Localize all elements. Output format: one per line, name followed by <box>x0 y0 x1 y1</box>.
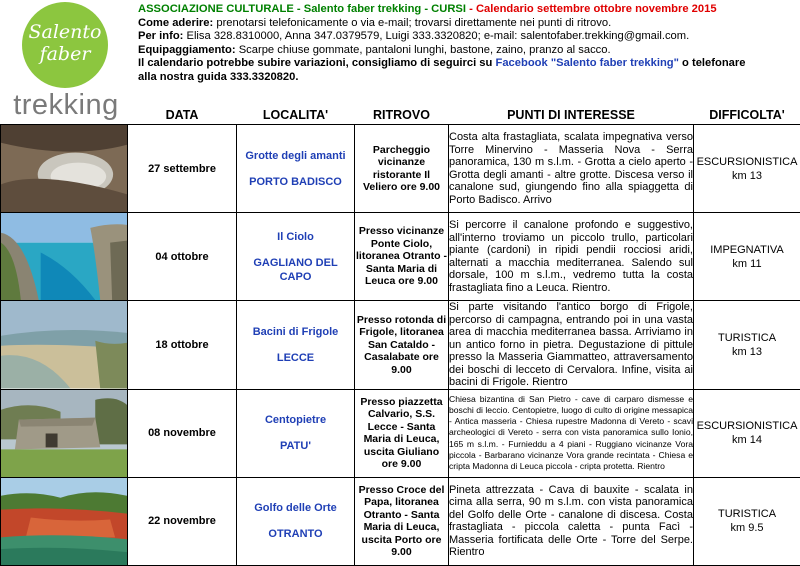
contact-info <box>138 30 798 44</box>
town-name: OTRANTO <box>268 528 323 540</box>
how-to-join-label: Come aderire: <box>138 16 214 29</box>
location-cell <box>237 301 355 390</box>
points-of-interest-cell: Si parte visitando l'antico borgo di Frigole, percorso di campagna, entrando poi in una vasta area di macchia mediterranea bassa. Arriviamo in un antico forno in pietra. Degustazione di pittule presso la Masseria Giammatteo, attraversamento dei boschi di lecceto di Cervalora. Infine, visita ai bacini di Frigole. Rientro <box>449 301 693 388</box>
difficulty-cell <box>694 301 800 390</box>
distance-km: km 9.5 <box>730 522 764 534</box>
difficulty-level: TURISTICA <box>717 508 777 520</box>
contact-info-text: Elisa 328.8310000, Anna 347.0379579, Luigi 333.3320820; e-mail: salentofaber.trekking@gmail.com. <box>183 30 690 42</box>
date-cell: 04 ottobre <box>128 213 237 301</box>
location-cell <box>237 125 355 213</box>
date-cell: 22 novembre <box>128 477 237 565</box>
difficulty-cell <box>694 125 800 213</box>
col-header-localita: LOCALITA' <box>262 108 329 122</box>
table-row <box>1 301 800 390</box>
variations-text-end: o telefonare <box>678 57 746 69</box>
logo-script-salento: Salento <box>28 21 102 43</box>
photo-cave <box>1 125 128 213</box>
guide-phone: alla nostra guida 333.3320820. <box>138 70 299 83</box>
town-name: GAGLIANO DEL CAPO <box>253 256 338 283</box>
col-header-ritrovo: RITROVO <box>373 108 430 122</box>
equipment-label: Equipaggiamento: <box>138 43 236 56</box>
meeting-point-cell: Presso vicinanze Ponte Ciolo, litoranea Otranto - Santa Maria di Leuca ore 9.00 <box>355 213 449 301</box>
col-header-data: DATA <box>165 108 199 122</box>
distance-km: km 14 <box>732 434 762 446</box>
meeting-point-cell: Presso rotonda di Frigole, litoranea San Cataldo - Casalabate ore 9.00 <box>355 301 449 390</box>
place-name: Golfo delle Orte <box>254 502 337 514</box>
date-cell: 27 settembre <box>128 125 237 213</box>
org-name: ASSOCIAZIONE CULTURALE - Salento faber trekking - CURSI <box>138 3 466 15</box>
facebook-link[interactable]: Facebook "Salento faber trekking" <box>495 57 679 69</box>
variations-text: Il calendario potrebbe subire variazioni, consigliamo di seguirci su <box>138 57 496 69</box>
difficulty-cell <box>694 389 800 477</box>
town-name: LECCE <box>276 351 315 364</box>
col-header-difficolta: DIFFICOLTA' <box>709 108 785 122</box>
photo-stone-monument <box>1 389 128 477</box>
meeting-point-cell: Parcheggio vicinanze ristorante Il Veliero ore 9.00 <box>355 125 449 213</box>
place-name: Bacini di Frigole <box>252 325 339 338</box>
calendar-title: Calendario settembre ottobre novembre 2015 <box>475 3 717 15</box>
title-separator: - <box>466 3 476 15</box>
distance-km: km 13 <box>732 169 762 182</box>
difficulty-cell <box>694 477 800 565</box>
difficulty-level: ESCURSIONISTICA <box>696 155 798 168</box>
place-name: Centopietre <box>264 414 327 426</box>
photo-header <box>1 106 128 125</box>
town-name: PORTO BADISCO <box>249 175 342 188</box>
header-title-line <box>138 3 798 17</box>
header <box>138 3 798 84</box>
table-header-row <box>1 106 800 125</box>
date-cell: 18 ottobre <box>128 301 237 390</box>
place-name: Il Ciolo <box>277 230 314 243</box>
points-of-interest-cell: Si percorre il canalone profondo e suggestivo, all'interno troviamo un piccolo trullo, particolari piante (cardoni) in ripidi pendii rocciosi aridi, alternati a macchia mediterranea. Salendo sul dorsale, 100 m s.l.m., vedremo tutta la costa frastagliata fino a Leuca. Rientro. <box>449 213 694 301</box>
variations-notice <box>138 57 798 71</box>
difficulty-level: ESCURSIONISTICA <box>696 420 798 432</box>
difficulty-level: IMPEGNATIVA <box>710 243 784 256</box>
location-cell <box>237 213 355 301</box>
photo-lagoon <box>1 301 128 390</box>
distance-km: km 13 <box>732 345 762 358</box>
distance-km: km 11 <box>732 257 762 270</box>
table-row <box>1 389 800 477</box>
photo-cove <box>1 213 128 301</box>
table-row <box>1 125 800 213</box>
town-name: PATU' <box>280 440 311 452</box>
equipment-text: Scarpe chiuse gommate, pantaloni lunghi, bastone, zaino, pranzo al sacco. <box>235 43 611 56</box>
points-of-interest-cell: Pineta attrezzata - Cava di bauxite - scalata in cima alla serra, 90 m s.l.m. con vista panoramica del Golfo delle Orte - canalone di discesa. Costa frastagliata - piccola caletta - punta Facì - Masseria fortificata delle Orte - Torre del Serpe. Rientro <box>449 477 694 565</box>
location-cell <box>237 389 355 477</box>
points-of-interest-cell: Chiesa bizantina di San Pietro - cave di carparo dismesse e boschi di leccio. Centopietre, luogo di culto di origine messapica - Antica masseria - Chiesa rupestre Madonna di Vereto - scavi archeologici di Vereto - serra con vista panoramica sullo Ionio, 165 m s.l.m. - Furnieddu a 4 piani - Ruggiano vicinanze Vora piccola - Barbarano vicinanze Vora grande recintata - Chiesa e cripta Madonna di Leuca piccola - cripta protetta. Rientro <box>449 389 694 477</box>
how-to-join <box>138 17 798 31</box>
photo-bauxite-quarry <box>1 477 128 565</box>
location-cell <box>237 477 355 565</box>
meeting-point-cell: Presso piazzetta Calvario, S.S. Lecce - Santa Maria di Leuca, uscita Giuliano ore 9.00 <box>355 389 449 477</box>
equipment <box>138 44 798 58</box>
table-row <box>1 477 800 565</box>
difficulty-cell <box>694 213 800 301</box>
how-to-join-text: prenotarsi telefonicamente o via e-mail; trovarsi direttamente nei punti di ritrovo. <box>213 16 612 29</box>
date-cell: 08 novembre <box>128 389 237 477</box>
meeting-point-cell: Presso Croce del Papa, litoranea Otranto - Santa Maria di Leuca, uscita Porto ore 9.00 <box>355 477 449 565</box>
calendar-table <box>0 106 800 566</box>
logo-script-faber: faber <box>39 43 91 65</box>
difficulty-level: TURISTICA <box>717 331 777 344</box>
table-row <box>1 213 800 301</box>
col-header-punti: PUNTI DI INTERESSE <box>507 108 635 122</box>
logo-word-trekking: trekking <box>13 89 119 121</box>
contact-info-label: Per info: <box>138 30 184 42</box>
points-of-interest-cell: Costa alta frastagliata, scalata impegnativa verso Torre Minervino - Masseria Nova - Serra panoramica, 130 m s.l.m. - Grotta a cielo aperto - Grotta degli amanti - altre grotte. Discesa verso il canalone sud, giungendo fino alla spiaggetta di Porto Badisco. Arrivo <box>449 125 694 213</box>
place-name: Grotte degli amanti <box>245 149 346 162</box>
